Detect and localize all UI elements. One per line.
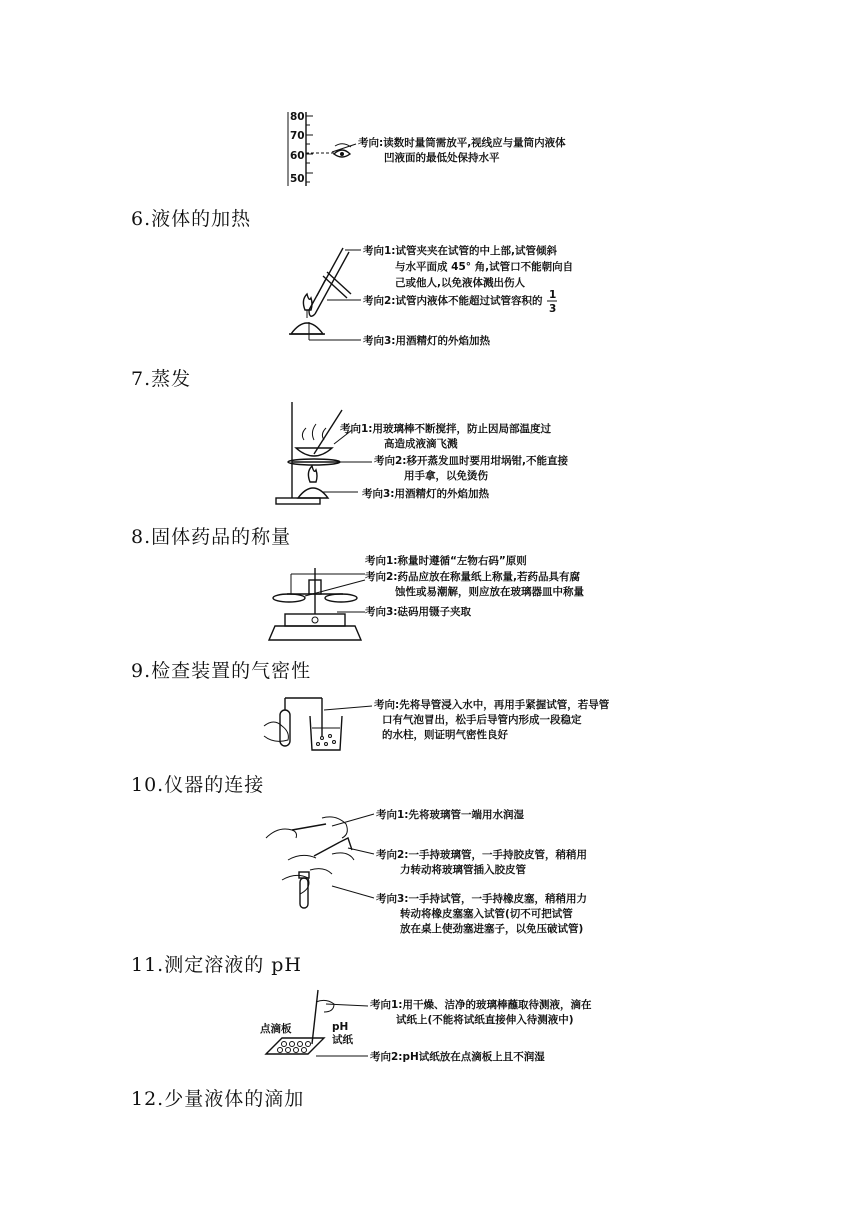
balance-icon (269, 568, 361, 640)
test-tube-clamp-icon (309, 248, 351, 316)
leader-line (332, 886, 374, 898)
cylinder-note-line1: 考向:读数时量筒需放平,视线应与量筒内液体 (358, 137, 566, 149)
connect-note3-line1: 考向3:一手持试管，一手持橡皮塞，稍稍用力 (376, 893, 588, 905)
evap-note2-line1: 考向2:移开蒸发皿时要用坩埚钳,不能直接 (374, 455, 568, 467)
cylinder-note-line2: 凹液面的最低处保持水平 (384, 152, 500, 164)
tick-label: 70 (290, 130, 305, 142)
section-heading-7: 7.蒸发 (131, 368, 192, 390)
hands-glass-tube-icon (266, 817, 347, 838)
weigh-note1: 考向1:称量时遵循“左物右码”原则 (365, 555, 527, 567)
weighing-figure (265, 554, 605, 646)
airtight-note-line1: 考向:先将导管浸入水中，再用手紧握试管，若导管 (374, 699, 610, 711)
beaker-icon (310, 716, 342, 750)
fraction-denominator: 3 (549, 303, 557, 315)
ph-note2: 考向2:pH试纸放在点滴板上且不润湿 (370, 1051, 545, 1063)
leader-line (348, 848, 374, 854)
ph-paper-label-line1: pH (332, 1021, 349, 1033)
alcohol-lamp-icon (298, 466, 328, 498)
leader-line (326, 1004, 368, 1006)
glass-rod-icon (312, 990, 334, 1044)
evap-note1-line2: 高造成液滴飞溅 (384, 438, 458, 450)
hand-test-tube-icon (264, 698, 322, 746)
section-heading-10: 10.仪器的连接 (131, 774, 265, 796)
heat-note2: 考向2:试管内液体不能超过试管容积的 (363, 295, 543, 307)
evaporation-figure (270, 400, 610, 508)
evap-note3: 考向3:用酒精灯的外焰加热 (362, 488, 490, 500)
section-heading-12: 12.少量液体的滴加 (131, 1088, 305, 1110)
leader-line (332, 814, 374, 826)
weigh-note3: 考向3:砝码用镊子夹取 (365, 606, 472, 618)
liquid-heating-figure (285, 240, 605, 352)
airtight-note-line3: 的水柱，则证明气密性良好 (382, 729, 508, 741)
connect-note3-line3: 放在桌上使劲塞进塞子，以免压破试管) (400, 923, 584, 935)
airtight-note-line2: 口有气泡冒出，松手后导管内形成一段稳定 (382, 714, 582, 726)
evap-note1-line1: 考向1:用玻璃棒不断搅拌，防止因局部温度过 (340, 423, 552, 435)
section-heading-6: 6.液体的加热 (131, 208, 252, 230)
ph-note1-line2: 试纸上(不能将试纸直接伸入待测液中) (396, 1014, 574, 1026)
hand-test-tube-stopper-icon (282, 869, 332, 908)
section-heading-9: 9.检查装置的气密性 (131, 660, 312, 682)
tick-label: 60 (290, 150, 305, 162)
connect-note3-line2: 转动将橡皮塞塞入试管(切不可把试管 (400, 908, 573, 920)
evap-note2-line2: 用手拿，以免烫伤 (404, 470, 488, 482)
apparatus-connecting-figure (262, 804, 602, 934)
hands-rubber-tube-icon (288, 838, 354, 860)
fraction-numerator: 1 (549, 289, 557, 301)
section-heading-8: 8.固体药品的称量 (131, 526, 292, 548)
evaporating-dish-icon (296, 410, 342, 456)
tick-label: 50 (290, 173, 305, 185)
ph-measurement-figure (260, 988, 600, 1066)
heat-note1-line2: 与水平面成 45° 角,试管口不能朝向自 (395, 261, 574, 273)
connect-note2-line2: 力转动将玻璃管插入胶皮管 (400, 864, 526, 876)
connect-note2-line1: 考向2:一手持玻璃管，一手持胶皮管，稍稍用 (376, 849, 588, 861)
leader-line (324, 706, 372, 710)
cylinder-reading-figure (280, 108, 620, 190)
section-heading-11: 11.测定溶液的 pH (131, 954, 302, 976)
ph-note1-line1: 考向1:用干燥、洁净的玻璃棒蘸取待测液，滴在 (370, 999, 592, 1011)
alcohol-lamp-icon (289, 294, 325, 334)
connect-note1: 考向1:先将玻璃管一端用水润湿 (376, 809, 525, 821)
ph-paper-label-line2: 试纸 (332, 1034, 353, 1046)
heat-note3: 考向3:用酒精灯的外焰加热 (363, 335, 491, 347)
weigh-note2-line2: 蚀性或易潮解，则应放在玻璃器皿中称量 (395, 586, 584, 598)
tick-label: 80 (290, 111, 305, 123)
airtightness-figure (260, 692, 610, 754)
heat-note1-line3: 己或他人,以免液体溅出伤人 (395, 277, 525, 289)
weigh-note2-line1: 考向2:药品应放在称量纸上称量,若药品具有腐 (365, 571, 580, 583)
spot-plate-label: 点滴板 (260, 1023, 292, 1035)
spot-plate-icon (266, 1038, 324, 1054)
heat-note1-line1: 考向1:试管夹夹在试管的中上部,试管倾斜 (363, 245, 557, 257)
